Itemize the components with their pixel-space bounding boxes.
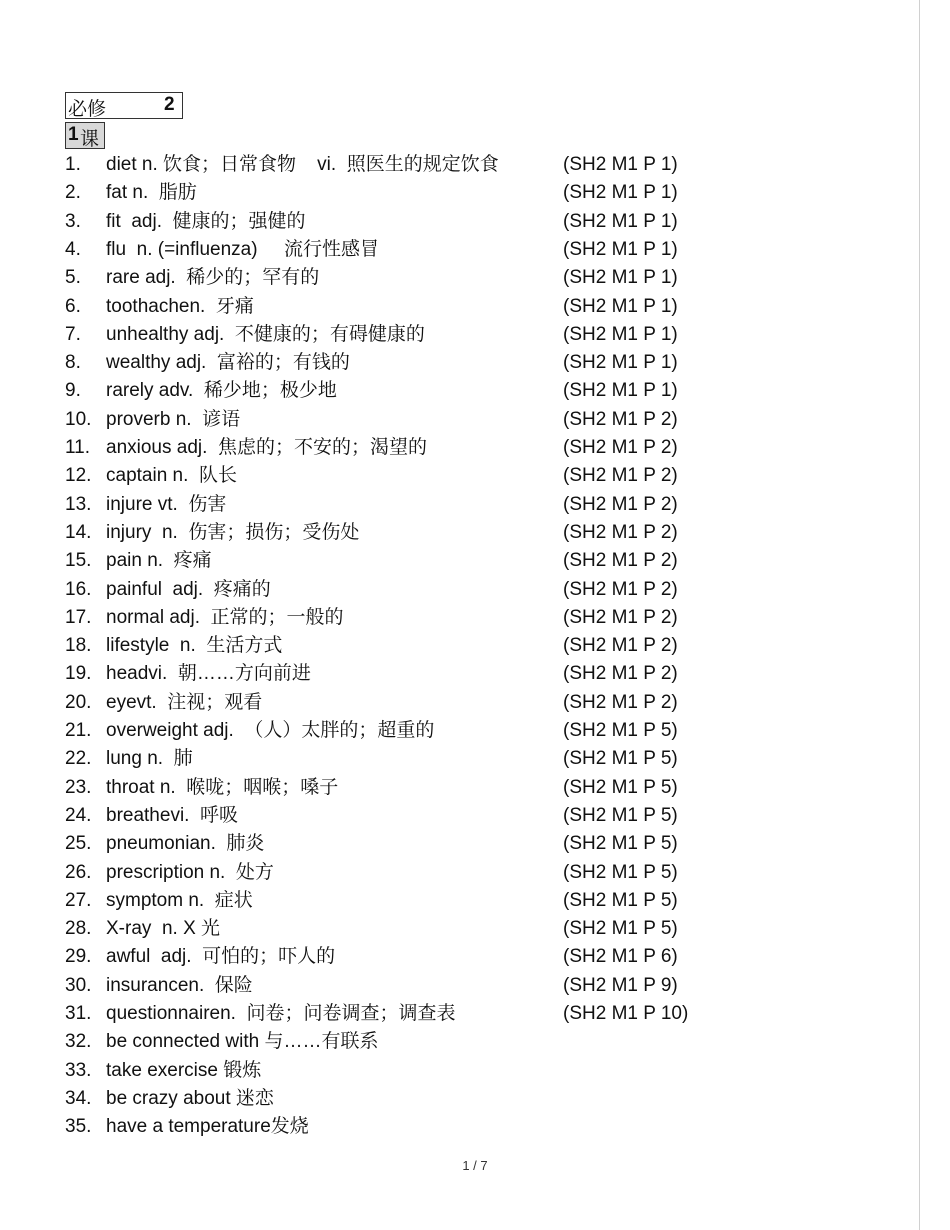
entry-source-reference: (SH2 M1 P 1): [563, 295, 678, 317]
entry-index: 32.: [65, 1031, 92, 1053]
entry-source-reference: (SH2 M1 P 2): [563, 465, 678, 487]
entry-term-definition: breathevi. 呼吸: [106, 804, 238, 826]
book-label: 必修: [68, 99, 107, 120]
entry-term-definition: awful adj. 可怕的；吓人的: [106, 946, 336, 968]
vocabulary-entry: [0, 208, 919, 236]
entry-source-reference: (SH2 M1 P 1): [563, 210, 678, 232]
lesson-label: 课: [80, 129, 100, 150]
entry-term-definition: headvi. 朝……方向前进: [106, 663, 311, 685]
entry-source-reference: (SH2 M1 P 2): [563, 437, 678, 458]
vocabulary-entry: [0, 1000, 919, 1028]
vocabulary-entry: [0, 1028, 919, 1056]
entry-term-definition: normal adj. 正常的；一般的: [106, 606, 344, 628]
vocabulary-entry: [0, 264, 919, 292]
vocabulary-entry: [0, 1085, 919, 1113]
vocabulary-entry: [0, 887, 919, 915]
entry-term-definition: painful adj. 疼痛的: [106, 578, 271, 600]
entry-index: 25.: [65, 833, 92, 855]
page-edge-divider: [919, 0, 920, 1230]
entry-index: 10.: [65, 408, 92, 430]
entry-source-reference: (SH2 M1 P 1): [563, 267, 678, 289]
entry-index: 28.: [65, 918, 92, 940]
vocabulary-entry: [0, 293, 919, 321]
vocabulary-entry: [0, 717, 919, 745]
entry-source-reference: (SH2 M1 P 2): [563, 550, 678, 572]
entry-term-definition: proverb n. 谚语: [106, 408, 241, 430]
entry-source-reference: (SH2 M1 P 1): [563, 323, 678, 345]
entry-term-definition: have a temperature发烧: [106, 1116, 309, 1138]
entry-term-definition: insurancen. 保险: [106, 974, 253, 996]
vocabulary-entry: [0, 491, 919, 519]
vocabulary-entry: [0, 830, 919, 858]
entry-source-reference: (SH2 M1 P 5): [563, 918, 678, 940]
entry-term-definition: captain n. 队长: [106, 465, 237, 487]
entry-index: 8.: [65, 352, 81, 374]
entry-term-definition: flu n. (=influenza) 流行性感冒: [106, 238, 379, 260]
vocabulary-entry: [0, 774, 919, 802]
entry-source-reference: (SH2 M1 P 2): [563, 408, 678, 430]
entry-source-reference: (SH2 M1 P 5): [563, 748, 678, 770]
entry-source-reference: (SH2 M1 P 2): [563, 635, 678, 657]
entry-source-reference: (SH2 M1 P 9): [563, 974, 678, 996]
entry-source-reference: (SH2 M1 P 5): [563, 889, 678, 911]
vocabulary-entry: [0, 802, 919, 830]
entry-term-definition: throat n. 喉咙；咽喉；嗓子: [106, 776, 339, 798]
vocabulary-entry: [0, 1113, 919, 1141]
vocabulary-entry: [0, 632, 919, 660]
entry-index: 11.: [65, 437, 91, 458]
vocabulary-entry: [0, 576, 919, 604]
entry-source-reference: (SH2 M1 P 1): [563, 352, 678, 374]
entry-term-definition: rarely adv. 稀少地；极少地: [106, 380, 337, 402]
entry-term-definition: prescription n. 处方: [106, 861, 274, 883]
entry-term-definition: questionnairen. 问卷；问卷调查；调查表: [106, 1003, 456, 1024]
entry-index: 17.: [65, 606, 92, 628]
page-indicator: 1 / 7: [462, 1158, 488, 1173]
entry-index: 21.: [65, 720, 92, 741]
vocabulary-entry: [0, 321, 919, 349]
vocabulary-entry: [0, 462, 919, 490]
vocabulary-entry: [0, 943, 919, 971]
entry-source-reference: (SH2 M1 P 1): [563, 182, 678, 204]
entry-term-definition: overweight adj. （人）太胖的；超重的: [106, 720, 435, 741]
entry-index: 6.: [65, 295, 81, 317]
entry-index: 34.: [65, 1087, 92, 1109]
lesson-number: 1: [68, 124, 79, 145]
entry-term-definition: injury n. 伤害；损伤；受伤处: [106, 521, 360, 543]
entry-source-reference: (SH2 M1 P 6): [563, 946, 678, 968]
entry-source-reference: (SH2 M1 P 1): [563, 154, 678, 175]
entry-index: 7.: [65, 323, 81, 345]
entry-source-reference: (SH2 M1 P 5): [563, 804, 678, 826]
entry-term-definition: X-ray n. X 光: [106, 918, 221, 940]
entry-term-definition: anxious adj. 焦虑的；不安的；渴望的: [106, 437, 427, 458]
entry-term-definition: rare adj. 稀少的；罕有的: [106, 267, 320, 289]
entry-index: 23.: [65, 776, 92, 798]
vocabulary-entry: [0, 434, 919, 462]
entry-term-definition: fit adj. 健康的；强健的: [106, 210, 306, 232]
entry-index: 5.: [65, 267, 81, 289]
lesson-heading-box: [65, 122, 105, 149]
entry-index: 19.: [65, 663, 92, 685]
entry-term-definition: toothachen. 牙痛: [106, 295, 254, 317]
entry-term-definition: fat n. 脂肪: [106, 182, 197, 204]
entry-index: 24.: [65, 804, 92, 826]
vocabulary-entry: [0, 1057, 919, 1085]
book-heading-box: [65, 92, 183, 119]
entry-index: 13.: [65, 493, 92, 515]
entry-index: 27.: [65, 889, 92, 911]
vocabulary-entry: [0, 859, 919, 887]
entry-source-reference: (SH2 M1 P 2): [563, 663, 678, 685]
entry-index: 16.: [65, 578, 92, 600]
entry-index: 12.: [65, 465, 92, 487]
entry-source-reference: (SH2 M1 P 5): [563, 776, 678, 798]
entry-index: 1.: [65, 154, 81, 175]
entry-term-definition: lifestyle n. 生活方式: [106, 635, 283, 657]
entry-source-reference: (SH2 M1 P 5): [563, 720, 678, 741]
vocabulary-entry: [0, 377, 919, 405]
entry-term-definition: take exercise 锻炼: [106, 1059, 262, 1081]
entry-term-definition: diet n. 饮食；日常食物 vi. 照医生的规定饮食: [106, 154, 499, 175]
entry-index: 4.: [65, 238, 81, 260]
entry-index: 14.: [65, 521, 92, 543]
entry-source-reference: (SH2 M1 P 10): [563, 1003, 689, 1024]
entry-index: 15.: [65, 550, 92, 572]
vocabulary-entry: [0, 547, 919, 575]
entry-source-reference: (SH2 M1 P 5): [563, 833, 678, 855]
entry-term-definition: symptom n. 症状: [106, 889, 253, 911]
entry-term-definition: wealthy adj. 富裕的；有钱的: [106, 352, 350, 374]
vocabulary-entry: [0, 915, 919, 943]
entry-source-reference: (SH2 M1 P 2): [563, 578, 678, 600]
entry-term-definition: pain n. 疼痛: [106, 550, 212, 572]
entry-source-reference: (SH2 M1 P 2): [563, 493, 678, 515]
entry-term-definition: be connected with 与……有联系: [106, 1031, 379, 1053]
vocabulary-entry: [0, 406, 919, 434]
entry-source-reference: (SH2 M1 P 2): [563, 691, 678, 713]
entry-index: 35.: [65, 1116, 92, 1138]
entry-index: 18.: [65, 635, 92, 657]
vocabulary-entry: [0, 972, 919, 1000]
vocabulary-entry: [0, 519, 919, 547]
entry-source-reference: (SH2 M1 P 2): [563, 606, 678, 628]
entry-term-definition: eyevt. 注视；观看: [106, 691, 263, 713]
entry-index: 9.: [65, 380, 81, 402]
entry-term-definition: pneumonian. 肺炎: [106, 833, 265, 855]
vocabulary-entry: [0, 349, 919, 377]
entry-index: 3.: [65, 210, 81, 232]
entry-term-definition: be crazy about 迷恋: [106, 1087, 274, 1109]
vocabulary-entry: [0, 660, 919, 688]
entry-index: 29.: [65, 946, 92, 968]
entry-index: 2.: [65, 182, 81, 204]
entry-index: 22.: [65, 748, 92, 770]
entry-source-reference: (SH2 M1 P 1): [563, 238, 678, 260]
vocabulary-entry: [0, 151, 919, 179]
vocabulary-entry: [0, 179, 919, 207]
vocabulary-entry: [0, 236, 919, 264]
vocabulary-entry: [0, 745, 919, 773]
entry-index: 33.: [65, 1059, 92, 1081]
entry-source-reference: (SH2 M1 P 1): [563, 380, 678, 402]
entry-index: 31.: [65, 1003, 92, 1024]
vocabulary-entry: [0, 604, 919, 632]
entry-index: 26.: [65, 861, 92, 883]
entry-source-reference: (SH2 M1 P 2): [563, 521, 678, 543]
entry-source-reference: (SH2 M1 P 5): [563, 861, 678, 883]
vocabulary-entry: [0, 689, 919, 717]
entry-term-definition: unhealthy adj. 不健康的；有碍健康的: [106, 323, 425, 345]
entry-term-definition: lung n. 肺: [106, 748, 193, 770]
entry-index: 20.: [65, 691, 92, 713]
entry-index: 30.: [65, 974, 92, 996]
entry-term-definition: injure vt. 伤害: [106, 493, 227, 515]
book-number: 2: [164, 94, 175, 115]
